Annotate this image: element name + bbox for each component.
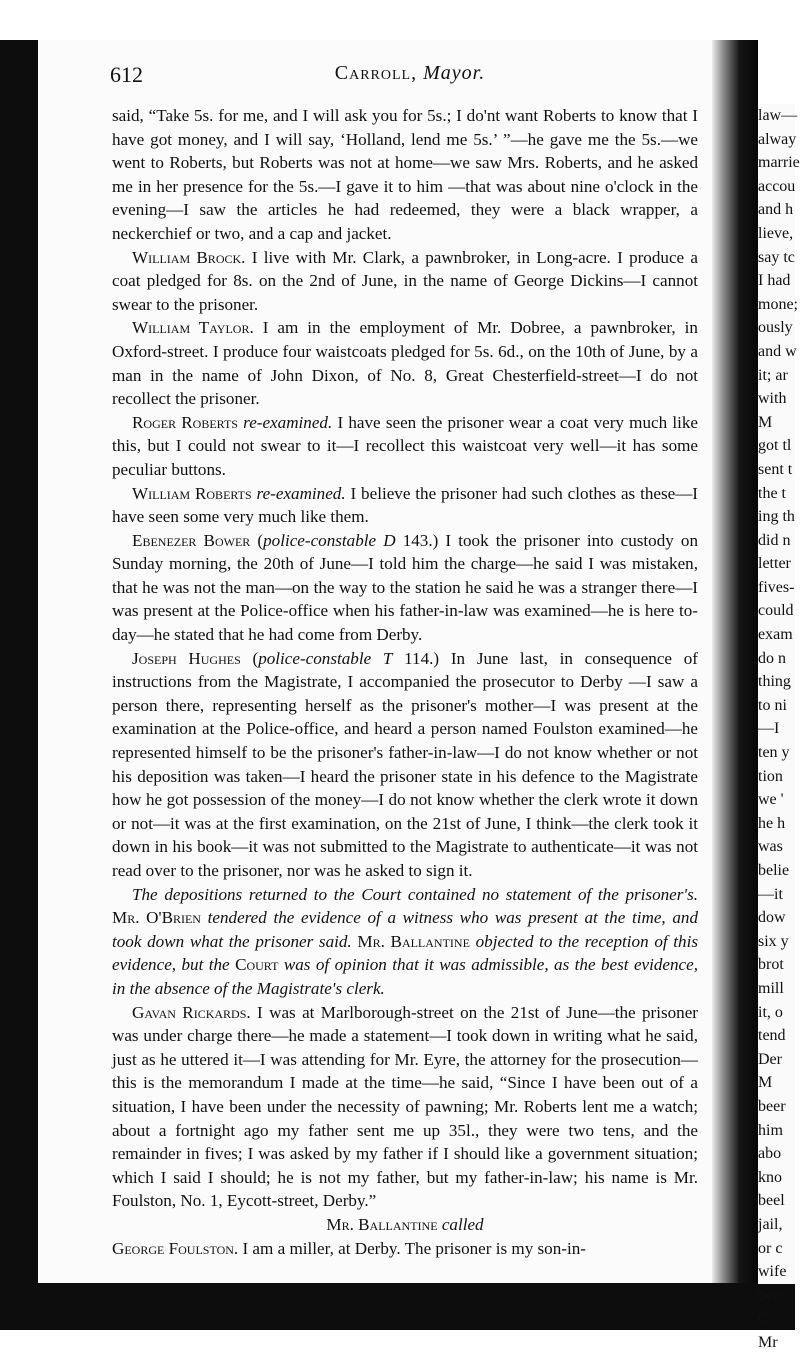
facing-page-line: marrie bbox=[758, 154, 800, 172]
facing-page-line: abo bbox=[758, 1145, 782, 1163]
text-run: William Brock. bbox=[132, 247, 246, 267]
text-run: tendered the evidence of a witness who was present at the time, and took down what the prisoner said. bbox=[112, 908, 698, 951]
facing-page-fragment bbox=[758, 104, 800, 1351]
body-paragraph bbox=[112, 411, 698, 482]
facing-page-line: or c bbox=[758, 1239, 783, 1257]
body-paragraph bbox=[112, 529, 698, 647]
facing-page-line: kno bbox=[758, 1168, 782, 1186]
text-run: I am in the employment of Mr. Dobree, a pawnbroker, in Oxford-street. I produce four waistcoats pledged for 5s. 6d., on the 10th of June, by a man in the name of John Dixon, of No. 8, Great Chesterfield-street—I do not recollect the prisoner. bbox=[112, 318, 698, 409]
text-run: I believe the prisoner had such clothes as these—I have seen some very much like them. bbox=[112, 483, 698, 527]
facing-page-line: say tc bbox=[758, 248, 795, 266]
facing-page-line: mill bbox=[758, 979, 784, 997]
facing-page-line: beel bbox=[758, 1192, 785, 1210]
text-run: 114.) In June last, in consequence of instructions from the Magistrate, I accompanied the prosecutor to Derby —I saw a person there, representing herself as the prisoner's mother—I was present at the examination at the Police-office, and heard a person named Foulston examined—he represented himself to be the prisoner's father-in-law—I do not know whether or not his deposition was taken—I heard the prisoner state in his defence to the Magistrate how he got possession of the money—I do not know whether the clerk wrote it down or not—it was at the first examination, on the 21st of June, I think—the clerk took it down in his book—it was not submitted to the Magistrate to authenticate—it was not read over to the prisoner, nor was he asked to sign it. bbox=[112, 648, 698, 880]
facing-page-line: do n bbox=[758, 649, 786, 667]
text-run: Ebenezer Bower bbox=[132, 530, 251, 550]
facing-page-line: letter bbox=[758, 555, 791, 573]
facing-page-line: mone; bbox=[758, 295, 798, 313]
facing-page-line: the t bbox=[758, 484, 786, 502]
text-run: re-examined. bbox=[251, 483, 346, 503]
text-run: I have seen the prisoner wear a coat very much like this, but I could not swear to it—I recollect this waistcoat very well—it has some peculiar buttons. bbox=[112, 412, 698, 479]
facing-page-line: —it bbox=[758, 885, 783, 903]
text-run: was of opinion that it was admissible, as the best evidence, in the absence of the Magistrate's clerk. bbox=[112, 955, 698, 998]
facing-page-line: to ni bbox=[758, 696, 787, 714]
facing-page-line: ten y bbox=[758, 744, 790, 762]
text-run: ( bbox=[240, 648, 259, 668]
facing-page-line: belie bbox=[758, 862, 790, 879]
running-head-title: Mayor. bbox=[423, 62, 486, 84]
page-number: 612 bbox=[110, 62, 143, 87]
text-run: police-constable T bbox=[258, 648, 393, 668]
text-run: I am a miller, at Derby. The prisoner is my son-in- bbox=[238, 1238, 586, 1258]
book-gutter-shadow bbox=[712, 40, 758, 1290]
facing-page-line: exam bbox=[758, 626, 793, 644]
text-run: George Foulston. bbox=[112, 1238, 239, 1258]
facing-page-line: ously bbox=[758, 319, 793, 337]
scan-left-shadow bbox=[0, 40, 38, 1330]
facing-page-line: M bbox=[758, 413, 773, 431]
facing-page-line: thing bbox=[758, 673, 791, 691]
facing-page-line: lieve, bbox=[758, 224, 794, 242]
facing-page-line: he h bbox=[758, 814, 786, 832]
facing-page-line: I had bbox=[758, 272, 791, 290]
facing-page-line: dow bbox=[758, 909, 786, 927]
facing-page-line: and h bbox=[758, 201, 794, 219]
body-paragraph bbox=[112, 883, 698, 1001]
facing-page-line: sent t bbox=[758, 460, 793, 478]
text-run: Mr. Ballantine bbox=[351, 931, 470, 951]
facing-page-line: jail, bbox=[758, 1215, 783, 1233]
facing-page-line: got tl bbox=[758, 437, 792, 455]
facing-page-line: C bbox=[758, 1310, 769, 1328]
text-run: Roger Roberts bbox=[132, 412, 238, 432]
facing-page-line: it; ar bbox=[758, 366, 788, 384]
facing-page-line: law— bbox=[758, 107, 798, 124]
body-paragraph bbox=[112, 246, 698, 317]
facing-page-line: was bbox=[758, 838, 783, 856]
facing-page-line: tend bbox=[758, 1027, 786, 1045]
facing-page-line: brot bbox=[758, 956, 784, 974]
body-paragraph bbox=[112, 316, 698, 410]
facing-page-line: did n bbox=[758, 531, 791, 549]
text-run: William Taylor. bbox=[132, 318, 254, 338]
facing-page-line: could bbox=[758, 602, 794, 620]
body-paragraph bbox=[112, 482, 698, 529]
facing-page-line: six y bbox=[758, 932, 789, 950]
running-head-name: Carroll, bbox=[334, 62, 418, 84]
facing-page-line: we ' bbox=[758, 791, 784, 809]
body-paragraph bbox=[112, 1001, 698, 1213]
text-run: Mr. O'Brien bbox=[112, 908, 201, 928]
running-head bbox=[110, 62, 710, 85]
page-header bbox=[110, 62, 710, 94]
body-paragraph bbox=[112, 1213, 698, 1237]
text-run: I was at Marlborough-street on the 21st of June—the prisoner was under charge there—he made a statement—I took down in writing what he said, just as he uttered it—I was attending for Mr. Eyre, the attorney for the prosecution—this is the memorandum I made at the time—he said, “Since I have been out of a situation, I have been under the necessity of pawning; Mr. Roberts lent me a watch; about a fortnight ago my father sent me up 35l., they were two tens, and the remainder in fives; I was asked by my father if I should like a government situation; which I said I should; he is not my father, but my father-in-law; his name is Mr. Foulston, No. 1, Eycott-street, Derby.” bbox=[112, 1002, 698, 1211]
text-run: said, “Take 5s. for me, and I will ask you for 5s.; I do'nt want Roberts to know that I have got money, and I will say, ‘Holland, lend me 5s.’ ”—he gave me the 5s.—we went to Roberts, but Roberts was not at home—we saw Mrs. Roberts, and he asked me in her presence for the 5s.—I gave it to him —that was about nine o'clock in the evening—I saw the articles he had redeemed, they were a black wrapper, a neckerchief or two, and a cap and jacket. bbox=[112, 106, 698, 243]
facing-page-line: alway bbox=[758, 130, 797, 148]
text-run: re-examined. bbox=[237, 412, 333, 432]
facing-page-line: him bbox=[758, 1121, 783, 1139]
body-paragraph bbox=[112, 1237, 698, 1261]
facing-page-line: and w bbox=[758, 342, 797, 360]
body-paragraph bbox=[112, 104, 698, 246]
facing-page-line: fives- bbox=[758, 578, 795, 596]
text-run: Court bbox=[229, 955, 279, 975]
scan-bottom-shadow bbox=[0, 1283, 795, 1330]
text-run: called bbox=[437, 1214, 484, 1234]
facing-page-line: beer bbox=[758, 1097, 786, 1115]
text-run: ( bbox=[250, 530, 264, 550]
text-run: Mr. Ballantine bbox=[326, 1214, 438, 1234]
text-run: Gavan Rickards. bbox=[132, 1002, 251, 1022]
facing-page-line: —I bbox=[758, 720, 780, 738]
facing-page-line: with bbox=[758, 390, 787, 408]
facing-page-line: bee bbox=[758, 1286, 781, 1304]
facing-page-line: M bbox=[758, 1074, 773, 1092]
facing-page-line: Der bbox=[758, 1050, 782, 1068]
body-paragraph bbox=[112, 647, 698, 883]
body-text bbox=[112, 104, 698, 1260]
text-run: Joseph Hughes bbox=[132, 648, 241, 668]
facing-page-line: ing th bbox=[758, 508, 795, 526]
text-run: William Roberts bbox=[132, 483, 252, 503]
text-run: police-constable D bbox=[263, 530, 396, 550]
facing-page-line: wife bbox=[758, 1263, 787, 1281]
facing-page-line: it, o bbox=[758, 1003, 783, 1021]
facing-page-line: tion bbox=[758, 767, 783, 785]
facing-page-line: accou bbox=[758, 177, 796, 195]
text-run: I live with Mr. Clark, a pawnbroker, in Long-acre. I produce a coat pledged for 8s. on the 2nd of June, in the name of George Dickins—I cannot swear to the prisoner. bbox=[112, 247, 698, 314]
facing-page-line: Mr bbox=[758, 1333, 778, 1351]
text-run: The depositions returned to the Court contained no statement of the prisoner's. bbox=[132, 884, 698, 904]
text-run: 143.) I took the prisoner into custody on Sunday morning, the 20th of June—I told him the charge—he said I was mistaken, that he was not the man—on the way to the station he said he was a stranger there—I was present at the Police-office when his father-in-law was examined—he is here to-day—he stated that he had come from Derby. bbox=[112, 530, 699, 645]
text-run: objected to the reception of this evidence, but the bbox=[112, 931, 698, 975]
